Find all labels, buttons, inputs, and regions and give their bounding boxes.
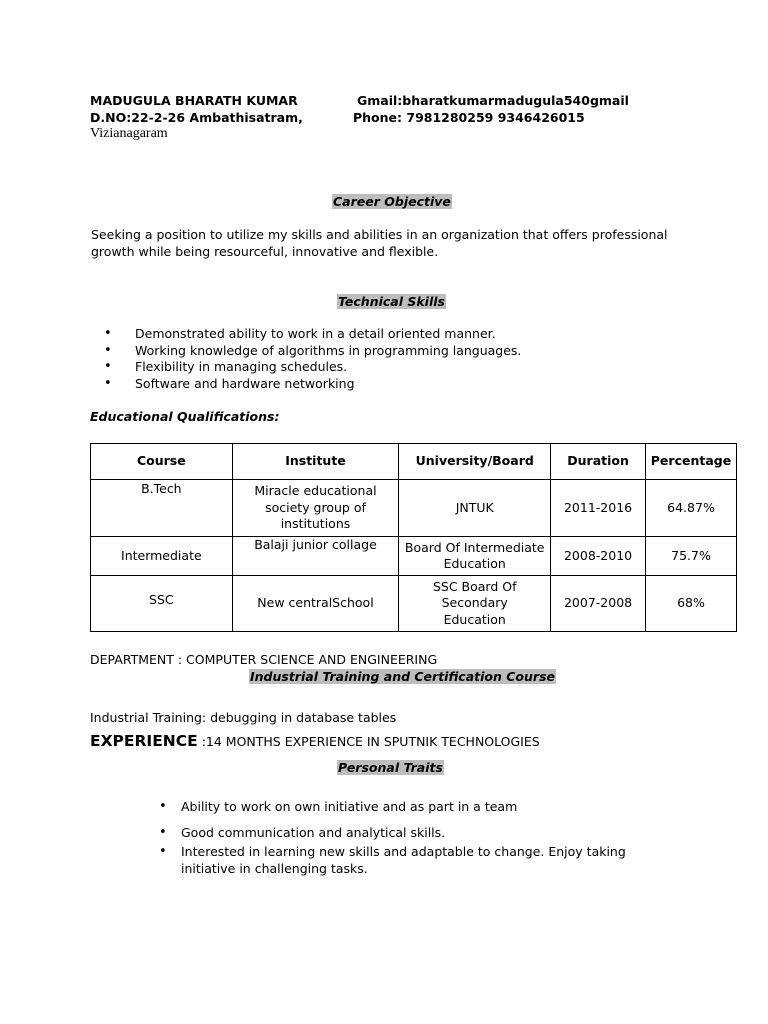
- table-cell: Board Of Intermediate Education: [399, 537, 551, 576]
- list-item: • Good communication and analytical skills.: [159, 824, 446, 840]
- career-objective-text: Seeking a position to utilize my skills and abilities in an organization that offers professional growth while being resourceful, innovative and flexible.: [91, 227, 668, 259]
- education-table: [90, 443, 737, 632]
- career-objective-heading: Career Objective: [333, 194, 451, 209]
- table-cell: SSC Board Of Secondary Education: [399, 576, 551, 632]
- bullet-icon: •: [104, 342, 112, 358]
- experience-text: :14 MONTHS EXPERIENCE IN SPUTNIK TECHNOLOGIES: [197, 734, 540, 749]
- training-heading: Industrial Training and Certification Course: [250, 669, 555, 684]
- table-row: [91, 537, 737, 576]
- table-cell: New centralSchool: [232, 576, 399, 632]
- email-text: Gmail:bharatkumarmadugula540gmail: [357, 93, 629, 108]
- list-item: • Software and hardware networking: [104, 375, 355, 391]
- list-item: • Working knowledge of algorithms in programming languages.: [104, 342, 522, 358]
- table-cell: 2011-2016: [551, 480, 646, 537]
- column-header: Institute: [232, 444, 399, 480]
- technical-skills-heading: Technical Skills: [338, 294, 445, 309]
- list-item: • Interested in learning new skills and adaptable to change. Enjoy taking initiative in challenging tasks.: [159, 844, 626, 876]
- bullet-icon: •: [159, 844, 167, 859]
- bullet-icon: •: [104, 359, 112, 374]
- experience-label: EXPERIENCE: [90, 732, 198, 750]
- phone-text: Phone: 7981280259 9346426015: [353, 110, 585, 125]
- applicant-name: MADUGULA BHARATH KUMAR: [90, 93, 298, 108]
- table-cell: B.Tech: [91, 480, 233, 537]
- table-row: [91, 480, 737, 537]
- bullet-icon: •: [159, 799, 167, 814]
- list-item: • Demonstrated ability to work in a detail oriented manner.: [104, 326, 496, 341]
- table-cell: 2007-2008: [551, 576, 646, 632]
- bullet-icon: •: [159, 824, 167, 840]
- table-header-row: [91, 444, 737, 480]
- technical-skills-list: [104, 326, 522, 392]
- table-cell: Balaji junior collage: [232, 537, 399, 576]
- table-cell: Miracle educational society group of institutions: [232, 480, 399, 537]
- column-header: Percentage: [645, 444, 736, 480]
- personal-traits-list: [159, 799, 681, 877]
- column-header: University/Board: [399, 444, 551, 480]
- experience-line: [90, 732, 540, 750]
- bullet-icon: •: [104, 326, 112, 341]
- table-cell: JNTUK: [399, 480, 551, 537]
- list-item: • Ability to work on own initiative and as part in a team: [159, 799, 518, 814]
- address-city: Vizianagaram: [90, 126, 168, 141]
- table-cell: 75.7%: [645, 537, 736, 576]
- education-heading: Educational Qualifications:: [90, 409, 280, 424]
- table-cell: 64.87%: [645, 480, 736, 537]
- column-header: Course: [91, 444, 233, 480]
- table-cell: SSC: [91, 576, 233, 632]
- table-cell: Intermediate: [91, 537, 233, 576]
- table-cell: 68%: [645, 576, 736, 632]
- bullet-icon: •: [104, 375, 112, 391]
- address-line: D.NO:22-2-26 Ambathisatram,: [90, 110, 303, 125]
- department-text: DEPARTMENT : COMPUTER SCIENCE AND ENGINEERING: [90, 652, 438, 667]
- table-row: [91, 576, 737, 632]
- training-text: Industrial Training: debugging in database tables: [90, 710, 397, 725]
- list-item: • Flexibility in managing schedules.: [104, 359, 348, 374]
- table-cell: 2008-2010: [551, 537, 646, 576]
- column-header: Duration: [551, 444, 646, 480]
- personal-traits-heading: Personal Traits: [338, 760, 443, 775]
